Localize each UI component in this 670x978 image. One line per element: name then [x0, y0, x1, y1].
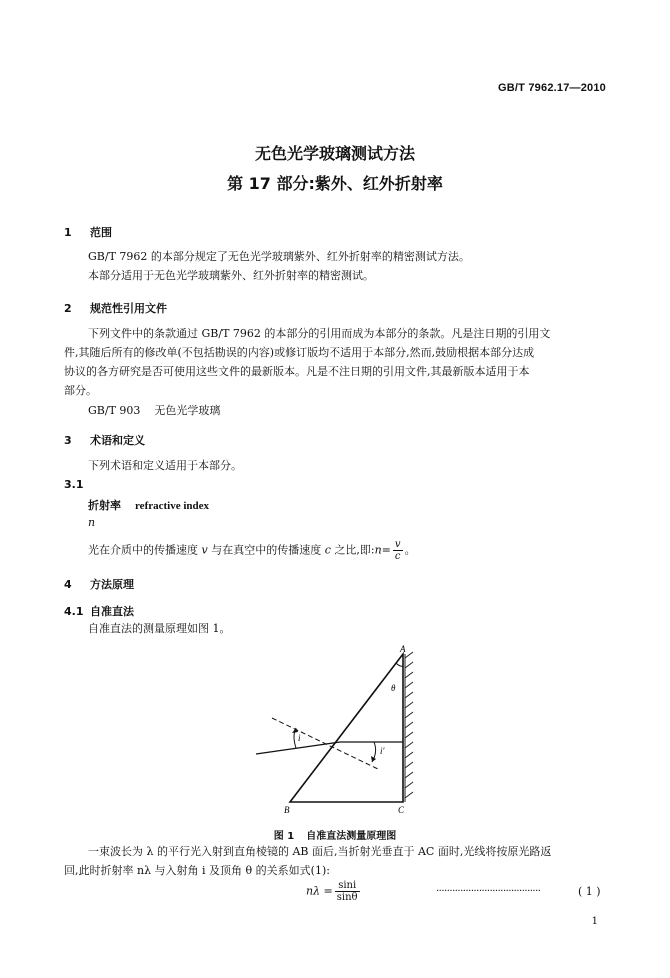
caption-text: 自准直法测量原理图 — [306, 831, 397, 842]
equation-numerator: sini — [335, 880, 360, 892]
arc-arrowhead-icon — [371, 756, 376, 762]
term-chinese: 折射率 — [88, 499, 121, 512]
equation-fraction — [335, 880, 360, 903]
fraction-numerator: v — [394, 539, 401, 550]
symbol-c: c — [324, 543, 331, 557]
definition-text: 。 — [404, 543, 416, 557]
label-vertex-c: C — [398, 805, 405, 815]
section-2-para-line1: 下列文件中的条款通过 GB/T 7962 的本部分的引用而成为本部分的条款。凡是注日期的引用文 — [88, 327, 551, 340]
subsection-4-1-heading — [64, 603, 134, 619]
section-number: 2 — [64, 302, 72, 315]
term-number: 3.1 — [64, 478, 84, 491]
label-theta: θ — [391, 683, 396, 693]
section-title: 范围 — [90, 226, 112, 239]
formula-lhs: n= — [374, 543, 391, 557]
equation-1 — [306, 880, 362, 903]
equation-number: ( 1 ) — [578, 885, 601, 898]
section-title: 规范性引用文件 — [90, 302, 167, 315]
term-english: refractive index — [135, 500, 210, 512]
equation-leader-dots: ······································· — [436, 886, 541, 897]
section-number: 1 — [64, 226, 72, 239]
figure-1-diagram — [240, 640, 440, 820]
label-vertex-b: B — [284, 805, 290, 815]
section-1-para2: 本部分适用于无色光学玻璃紫外、红外折射率的精密测试。 — [88, 269, 374, 282]
section-number: 4 — [64, 578, 72, 591]
section-2-para-line2: 件,其随后所有的修改单(不包括勘误的内容)或修订版均不适用于本部分,然而,鼓励根据本部分达成 — [64, 346, 535, 359]
section-3-heading — [64, 432, 145, 448]
label-angle-i: i — [298, 733, 301, 743]
body-text-line2: 回,此时折射率 nλ 与入射角 i 及顶角 θ 的关系如式(1): — [64, 864, 330, 877]
term-entry — [88, 497, 209, 513]
label-angle-i-prime: i′ — [380, 746, 385, 756]
definition-text: 之比,即: — [330, 543, 375, 557]
body-text-line1: 一束波长为 λ 的平行光入射到直角棱镜的 AB 面后,当折射光垂直于 AC 面时,光线将按原光路返 — [88, 845, 552, 858]
page-number: 1 — [591, 916, 598, 927]
subsection-4-1-intro: 自准直法的测量原理如图 1。 — [88, 622, 231, 635]
theta-angle-arc — [396, 663, 403, 666]
reference-title: 无色光学玻璃 — [154, 404, 221, 417]
standard-code: GB/T 7962.17—2010 — [498, 82, 606, 94]
section-4-heading — [64, 576, 134, 592]
mirror-hatching — [405, 652, 413, 802]
formula-fraction — [393, 539, 403, 562]
term-definition — [88, 539, 416, 562]
fraction-denominator: c — [394, 551, 401, 562]
reference-code: GB/T 903 — [88, 404, 141, 417]
document-title-line2: 第 17 部分:紫外、红外折射率 — [227, 174, 443, 193]
section-2-heading — [64, 300, 167, 316]
section-2-para-line3: 协议的各方研究是否可使用这些文件的最新版本。凡是不注日期的引用文件,其最新版本适用于本 — [64, 365, 530, 378]
section-1-heading — [64, 224, 112, 240]
subsection-title: 自准直法 — [90, 605, 134, 618]
section-title: 方法原理 — [90, 578, 134, 591]
section-1-para1: GB/T 7962 的本部分规定了无色光学玻璃紫外、红外折射率的精密测试方法。 — [88, 250, 470, 263]
definition-text: 光在介质中的传播速度 — [88, 543, 202, 557]
subsection-number: 4.1 — [64, 605, 84, 618]
normative-reference — [88, 401, 220, 420]
symbol-v: v — [201, 543, 208, 557]
section-number: 3 — [64, 434, 72, 447]
section-title: 术语和定义 — [90, 434, 145, 447]
definition-text: 与在真空中的传播速度 — [207, 543, 325, 557]
term-symbol: n — [88, 516, 96, 529]
equation-denominator: sinθ — [336, 892, 358, 903]
caption-number: 图 1 — [273, 831, 295, 842]
document-title-line1: 无色光学玻璃测试方法 — [254, 144, 415, 163]
figure-1-caption — [0, 827, 670, 842]
section-2-para-line4: 部分。 — [64, 384, 97, 397]
label-vertex-a: A — [400, 644, 406, 654]
section-3-intro: 下列术语和定义适用于本部分。 — [88, 459, 242, 472]
right-angle-prism — [290, 654, 403, 802]
equation-lhs: nλ = — [306, 884, 333, 898]
